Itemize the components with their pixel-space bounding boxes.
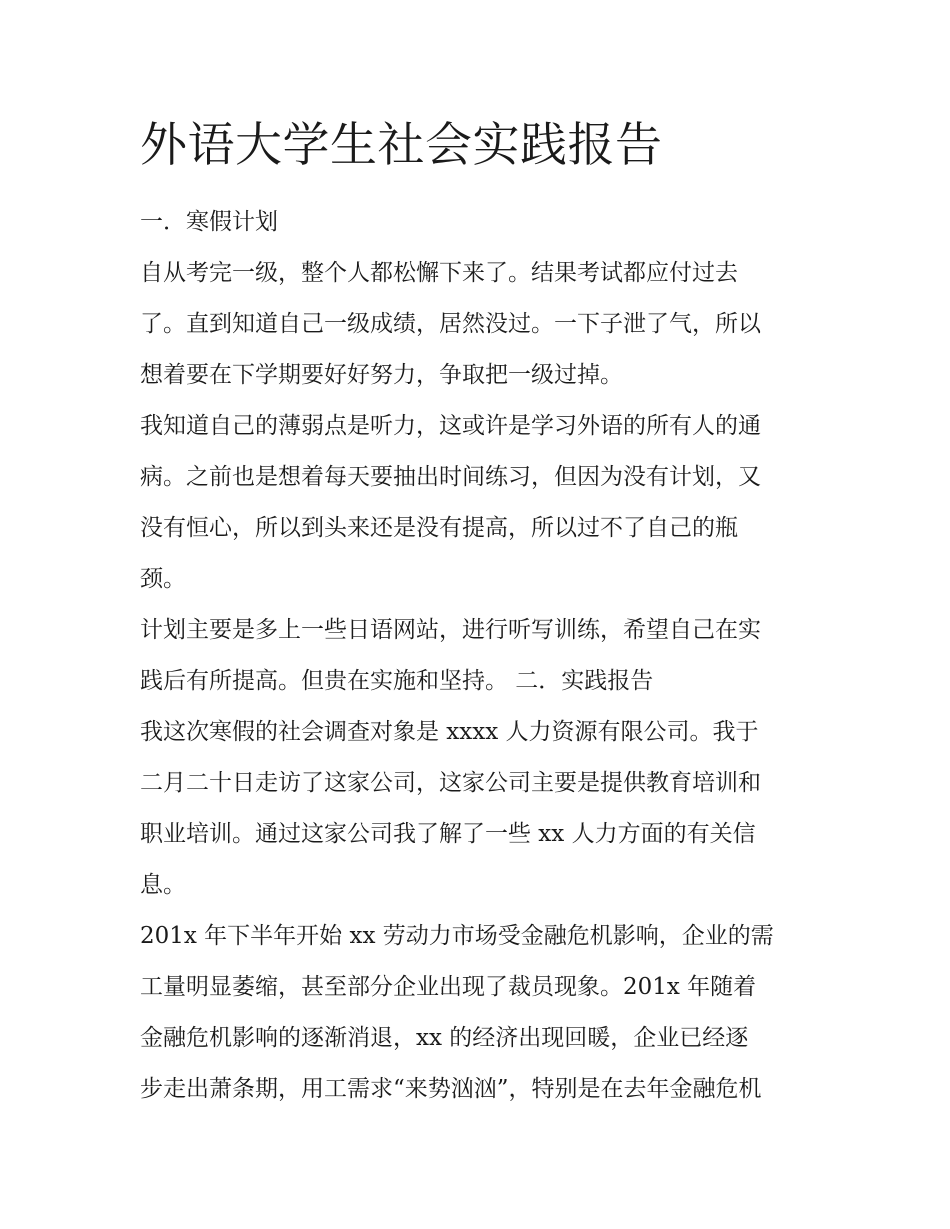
text-line: 201x 年下半年开始 xx 劳动力市场受金融危机影响，企业的需 xyxy=(140,923,774,949)
text-line: 想着要在下学期要好好努力，争取把一级过掉。 xyxy=(140,362,623,388)
section-heading-winter-plan: 一．寒假计划 xyxy=(140,209,278,235)
text-line: 步走出萧条期，用工需求“来势汹汹”，特别是在去年金融危机 xyxy=(140,1076,762,1102)
text-line: 没有恒心，所以到头来还是没有提高，所以过不了自己的瓶 xyxy=(140,515,738,541)
text-line: 我知道自己的薄弱点是听力，这或许是学习外语的所有人的通 xyxy=(140,413,761,439)
text-line: 我这次寒假的社会调查对象是 xxxx 人力资源有限公司。我于 xyxy=(140,719,759,745)
text-line: 了。直到知道自己一级成绩，居然没过。一下子泄了气，所以 xyxy=(140,311,761,337)
text-line: 二月二十日走访了这家公司，这家公司主要是提供教育培训和 xyxy=(140,770,761,796)
text-line: 息。 xyxy=(140,872,186,898)
document-title: 外语大学生社会实践报告 xyxy=(140,118,663,173)
text-line: 践后有所提高。但贵在实施和坚持。 二．实践报告 xyxy=(140,668,654,694)
text-line: 金融危机影响的逐渐消退，xx 的经济出现回暖，企业已经逐 xyxy=(140,1025,749,1051)
text-line: 工量明显萎缩，甚至部分企业出现了裁员现象。201x 年随着 xyxy=(140,974,757,1000)
text-line: 职业培训。通过这家公司我了解了一些 xx 人力方面的有关信 xyxy=(140,821,756,847)
text-line: 颈。 xyxy=(140,566,186,592)
text-line: 计划主要是多上一些日语网站，进行听写训练，希望自己在实 xyxy=(140,617,761,643)
text-line: 自从考完一级，整个人都松懈下来了。结果考试都应付过去 xyxy=(140,260,738,286)
text-line: 病。之前也是想着每天要抽出时间练习，但因为没有计划，又 xyxy=(140,464,761,490)
